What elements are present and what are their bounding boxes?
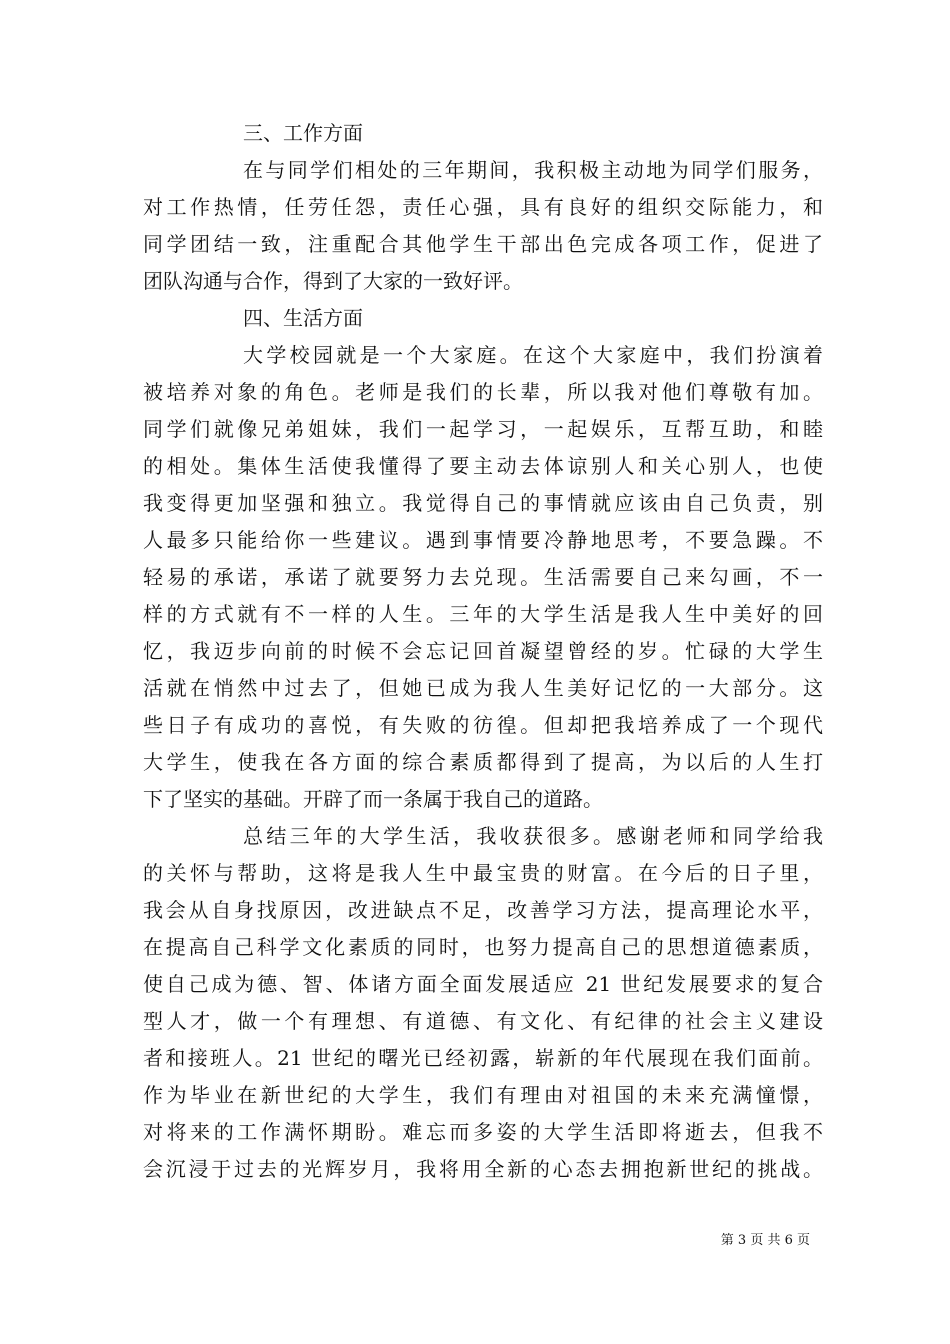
text-line: 同学团结一致，注重配合其他学生干部出色完成各项工作，促进了 (143, 232, 823, 256)
text-line: 活就在悄然中过去了，但她已成为我人生美好记忆的一大部分。这 (143, 676, 823, 700)
text-line: 总结三年的大学生活，我收获很多。感谢老师和同学给我 (243, 824, 823, 848)
text-line: 的相处。集体生活使我懂得了要主动去体谅别人和关心别人，也使 (143, 454, 823, 478)
text-line: 轻易的承诺，承诺了就要努力去兑现。生活需要自己来勾画，不一 (143, 565, 823, 589)
text-line: 三、工作方面 (243, 121, 363, 145)
text-line: 作为毕业在新世纪的大学生，我们有理由对祖国的未来充满憧憬， (143, 1083, 823, 1107)
text-line: 样的方式就有不一样的人生。三年的大学生活是我人生中美好的回 (143, 602, 823, 626)
text-line: 者和接班人。21 世纪的曙光已经初露，崭新的年代展现在我们面前。 (143, 1046, 823, 1070)
text-line: 使自己成为德、智、体诸方面全面发展适应 21 世纪发展要求的复合 (143, 972, 823, 996)
document-body (143, 115, 823, 1188)
text-line: 被培养对象的角色。老师是我们的长辈，所以我对他们尊敬有加。 (143, 380, 823, 404)
text-line: 团队沟通与合作，得到了大家的一致好评。 (143, 269, 523, 293)
text-line: 同学们就像兄弟姐妹，我们一起学习，一起娱乐，互帮互助，和睦 (143, 417, 823, 441)
text-line: 在与同学们相处的三年期间，我积极主动地为同学们服务， (243, 158, 823, 182)
text-line: 对将来的工作满怀期盼。难忘而多姿的大学生活即将逝去，但我不 (143, 1120, 823, 1144)
text-line: 对工作热情，任劳任怨，责任心强，具有良好的组织交际能力，和 (143, 195, 823, 219)
text-line: 四、生活方面 (243, 306, 363, 330)
text-line: 些日子有成功的喜悦，有失败的彷徨。但却把我培养成了一个现代 (143, 713, 823, 737)
text-line: 在提高自己科学文化素质的同时，也努力提高自己的思想道德素质， (143, 935, 823, 959)
text-line: 会沉浸于过去的光辉岁月，我将用全新的心态去拥抱新世纪的挑战。 (143, 1157, 823, 1181)
text-line: 大学生，使我在各方面的综合素质都得到了提高，为以后的人生打 (143, 750, 823, 774)
text-line: 我变得更加坚强和独立。我觉得自己的事情就应该由自己负责，别 (143, 491, 823, 515)
text-line: 型人才，做一个有理想、有道德、有文化、有纪律的社会主义建设 (143, 1009, 823, 1033)
text-line: 人最多只能给你一些建议。遇到事情要冷静地思考，不要急躁。不 (143, 528, 823, 552)
text-line: 下了坚实的基础。开辟了而一条属于我自己的道路。 (143, 787, 603, 811)
text-line: 大学校园就是一个大家庭。在这个大家庭中，我们扮演着 (243, 343, 823, 367)
page-number: 第 3 页 共 6 页 (720, 1233, 810, 1248)
text-line: 忆，我迈步向前的时候不会忘记回首凝望曾经的岁。忙碌的大学生 (143, 639, 823, 663)
text-line: 的关怀与帮助，这将是我人生中最宝贵的财富。在今后的日子里， (143, 861, 823, 885)
text-line: 我会从自身找原因，改进缺点不足，改善学习方法，提高理论水平， (143, 898, 823, 922)
